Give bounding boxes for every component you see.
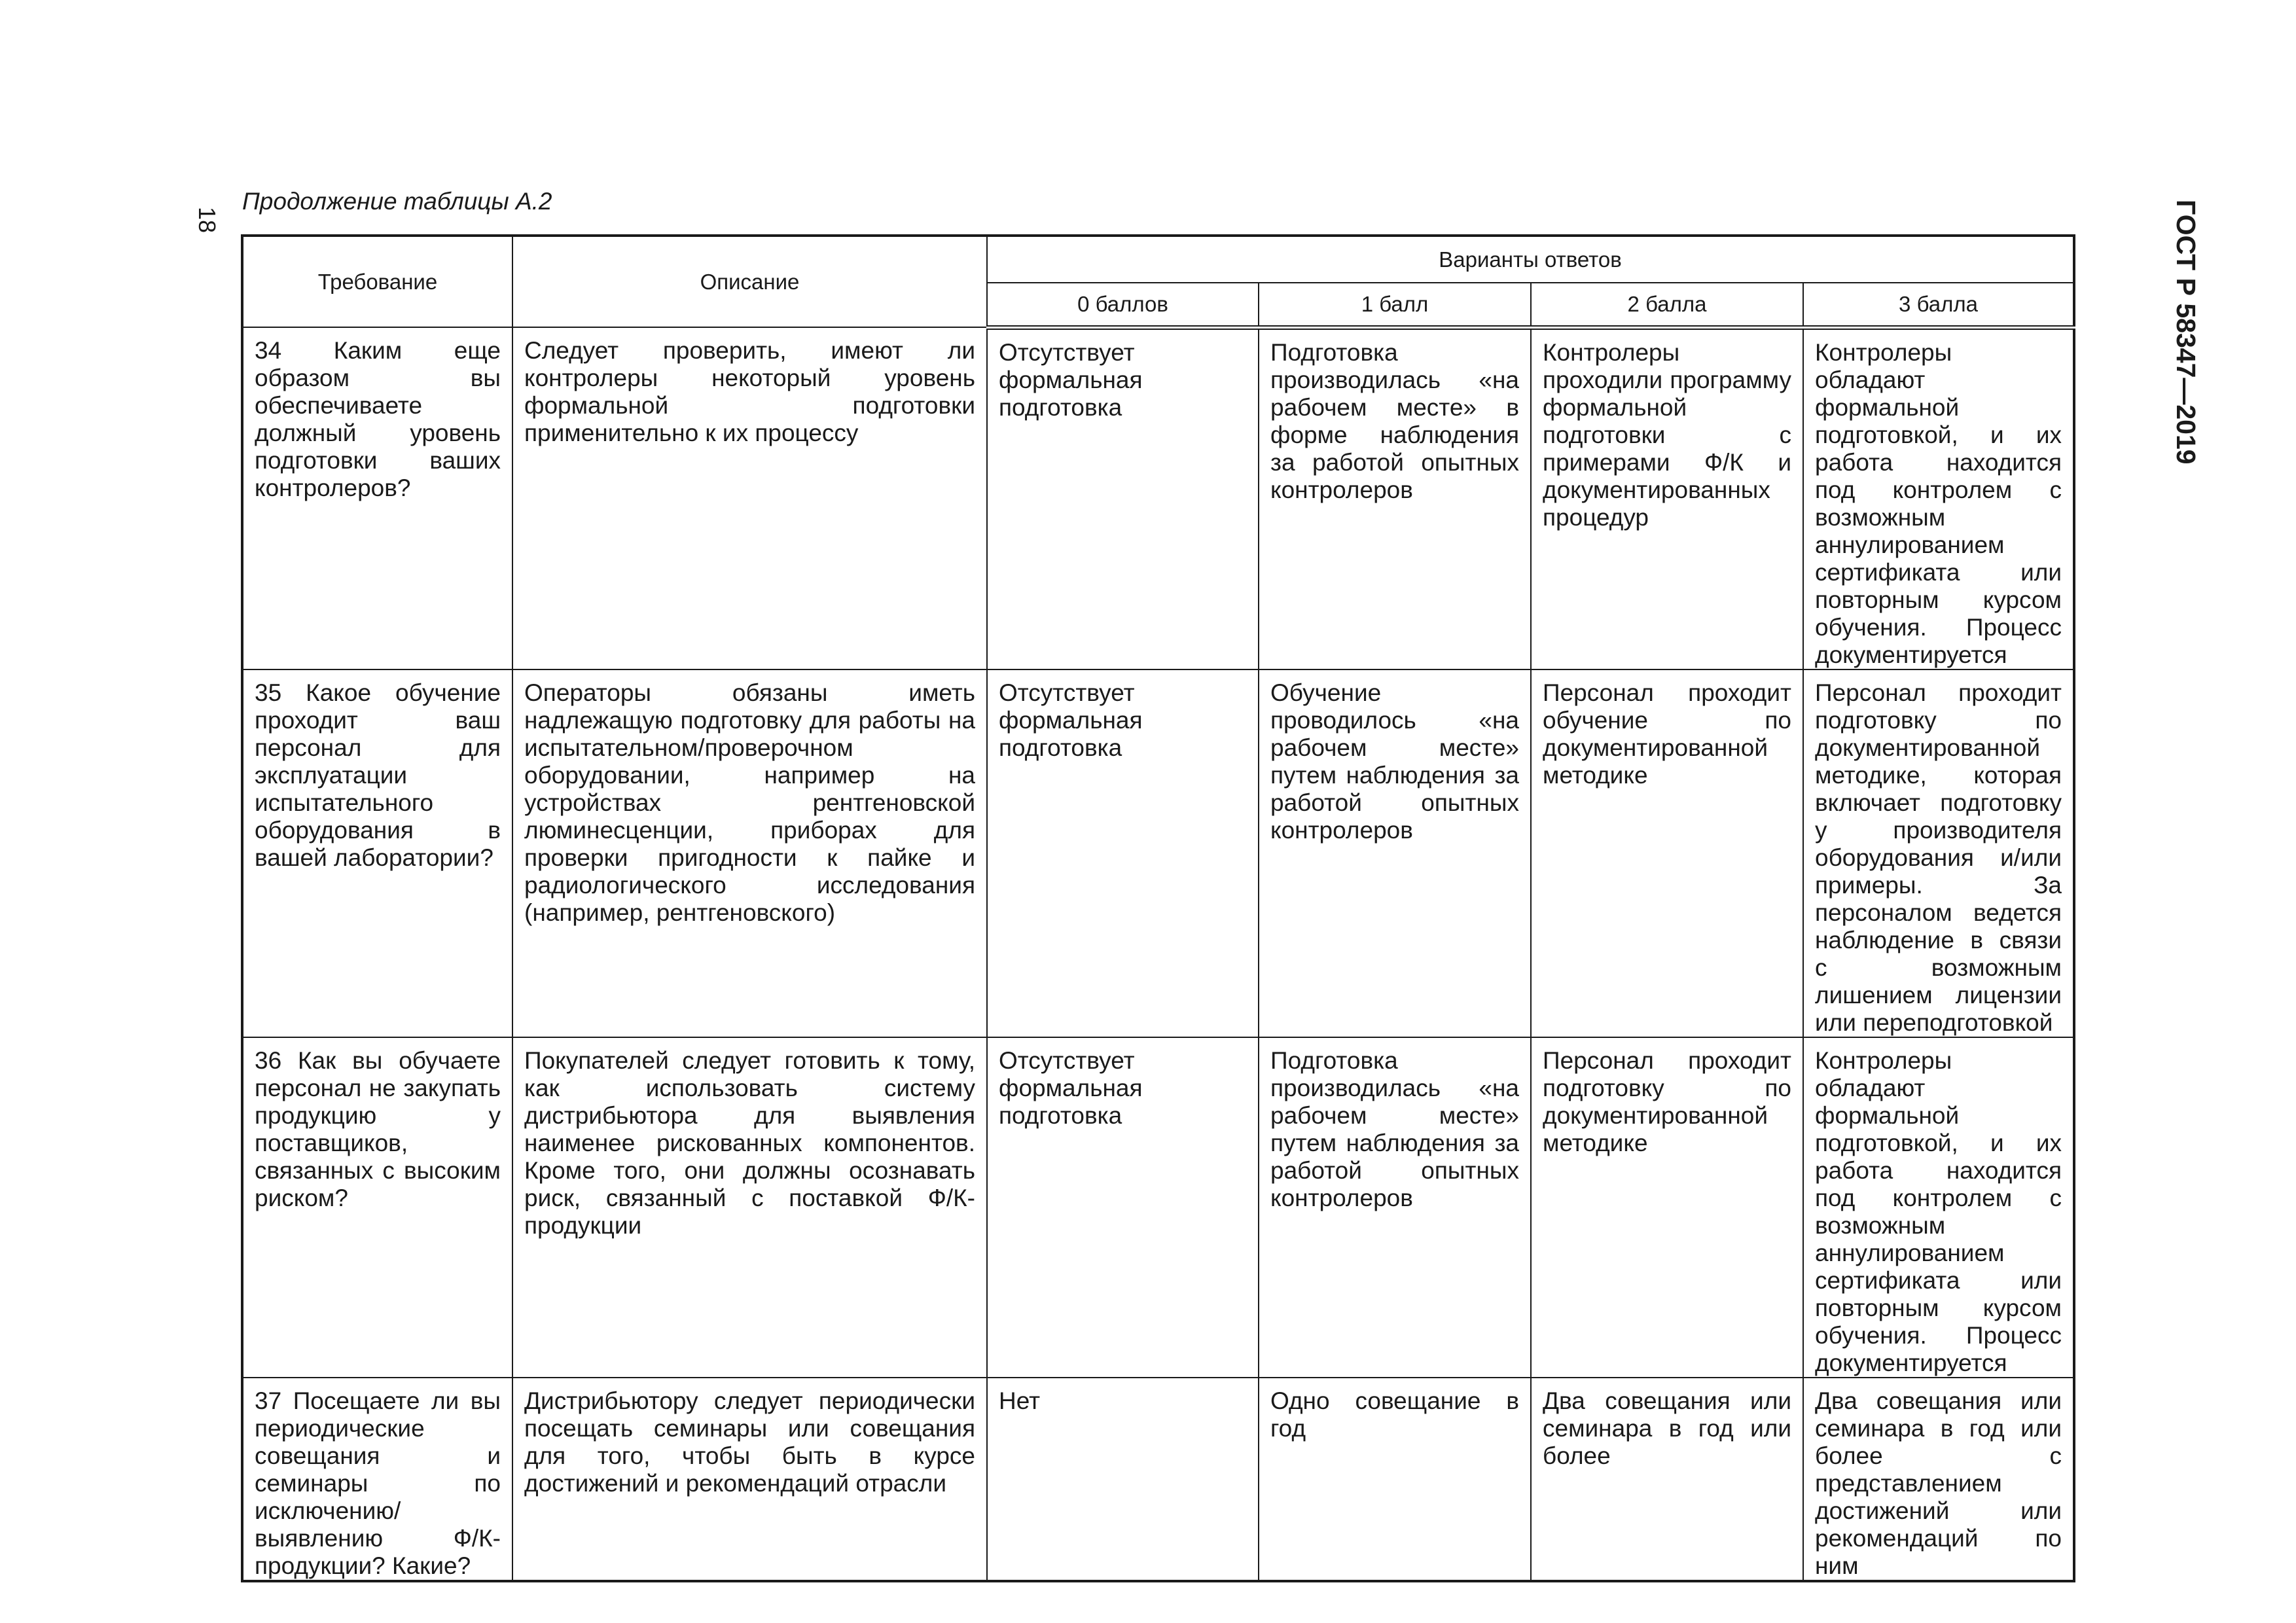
table-row bbox=[242, 1037, 2074, 1378]
cell-score-0: Нет bbox=[987, 1378, 1259, 1581]
header-answer-options: Варианты ответов bbox=[987, 236, 2074, 283]
cell-requirement: 35 Какое обучение проходит ваш персонал для эксплуатации испытательного оборудования в вашей лаборатории? bbox=[242, 669, 512, 1037]
cell-score-2: Два совещания или семинара в год или более bbox=[1531, 1378, 1803, 1581]
cell-score-3: Персонал проходит подготовку по документированной методике, которая включает подготовку у производителя оборудования и/или примеры. За персоналом ведется наблюдение в связи с возможным лишением лицензии или переподготовкой bbox=[1803, 669, 2074, 1037]
cell-requirement: 36 Как вы обучаете персонал не закупать продукцию у поставщиков, связанных с высоким риском? bbox=[242, 1037, 512, 1378]
header-score-2: 2 балла bbox=[1531, 283, 1803, 327]
cell-score-3: Контролеры обладают формальной подготовкой, и их работа находится под контролем с возможным аннулированием сертификата или повторным курсом обучения. Процесс документируется bbox=[1803, 1037, 2074, 1378]
header-requirement: Требование bbox=[242, 236, 512, 327]
cell-score-1: Подготовка производилась «на рабочем месте» в форме наблюдения за работой опытных контролеров bbox=[1259, 327, 1531, 669]
standard-code: ГОСТ Р 58347—2019 bbox=[2171, 200, 2201, 465]
cell-requirement: 37 Посещаете ли вы периодические совещания и семинары по исключению/выявлению Ф/К-продукции? Какие? bbox=[242, 1378, 512, 1581]
table-row bbox=[242, 327, 2074, 669]
cell-score-2: Персонал проходит обучение по документированной методике bbox=[1531, 669, 1803, 1037]
cell-score-1: Обучение проводилось «на рабочем месте» путем наблюдения за работой опытных контролеров bbox=[1259, 669, 1531, 1037]
cell-description: Дистрибьютору следует периодически посещать семинары или совещания для того, чтобы быть в курсе достижений и рекомендаций отрасли bbox=[512, 1378, 987, 1581]
table-caption: Продолжение таблицы А.2 bbox=[242, 188, 552, 215]
header-score-1: 1 балл bbox=[1259, 283, 1531, 327]
cell-score-2: Персонал проходит подготовку по документированной методике bbox=[1531, 1037, 1803, 1378]
cell-requirement: 34 Каким еще образом вы обеспечиваете должный уровень подготовки ваших контролеров? bbox=[242, 327, 512, 669]
table-row bbox=[242, 1378, 2074, 1581]
cell-score-0: Отсутствует формальная подготовка bbox=[987, 1037, 1259, 1378]
cell-description: Следует проверить, имеют ли контролеры некоторый уровень формальной подготовки применительно к их процессу bbox=[512, 327, 987, 669]
page-number: 18 bbox=[194, 207, 221, 234]
header-description: Описание bbox=[512, 236, 987, 327]
requirements-table bbox=[241, 234, 2075, 1582]
cell-score-1: Подготовка производилась «на рабочем месте» путем наблюдения за работой опытных контролеров bbox=[1259, 1037, 1531, 1378]
cell-score-1: Одно совещание в год bbox=[1259, 1378, 1531, 1581]
cell-score-3: Два совещания или семинара в год или более с представлением достижений или рекомендаций по ним bbox=[1803, 1378, 2074, 1581]
header-score-3: 3 балла bbox=[1803, 283, 2074, 327]
header-score-0: 0 баллов bbox=[987, 283, 1259, 327]
cell-score-3: Контролеры обладают формальной подготовкой, и их работа находится под контролем с возможным аннулированием сертификата или повторным курсом обучения. Процесс документируется bbox=[1803, 327, 2074, 669]
cell-description: Покупателей следует готовить к тому, как использовать систему дистрибьютора для выявления наименее рискованных компонентов. Кроме того, они должны осознавать риск, связанный с поставкой Ф/К-продукции bbox=[512, 1037, 987, 1378]
cell-description: Операторы обязаны иметь надлежащую подготовку для работы на испытательном/проверочном оборудовании, например на устройствах рентгеновской люминесценции, приборах для проверки пригодности к пайке и радиологического исследования (например, рентгеновского) bbox=[512, 669, 987, 1037]
cell-score-0: Отсутствует формальная подготовка bbox=[987, 669, 1259, 1037]
table-row bbox=[242, 669, 2074, 1037]
cell-score-0: Отсутствует формальная подготовка bbox=[987, 327, 1259, 669]
cell-score-2: Контролеры проходили программу формальной подготовки с примерами Ф/К и документированных процедур bbox=[1531, 327, 1803, 669]
